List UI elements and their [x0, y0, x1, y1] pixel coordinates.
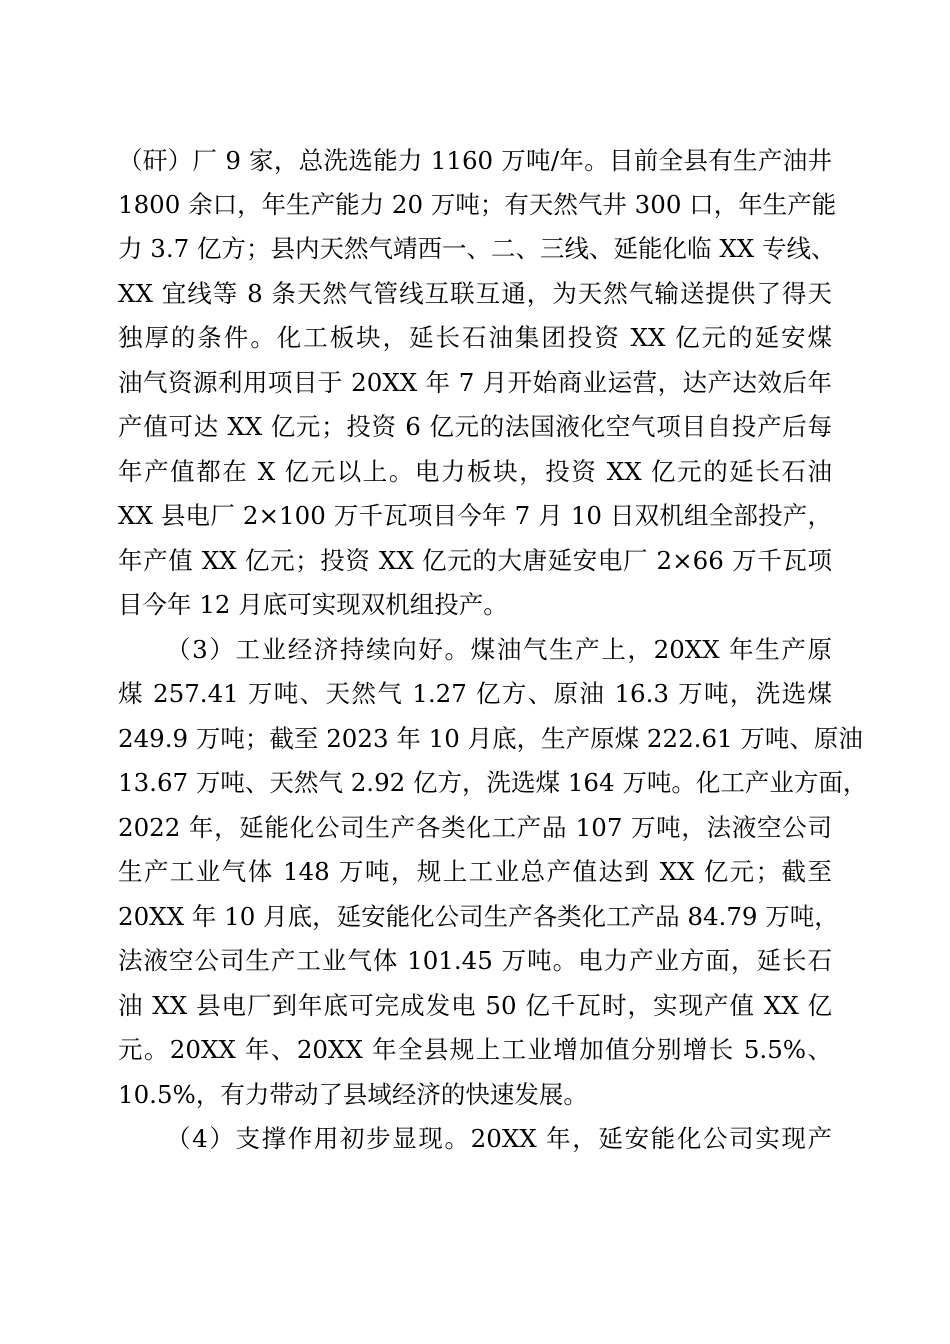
- text-line: 249.9 万吨；截至 2023 年 10 月底，生产原煤 222.61 万吨、原油: [118, 724, 863, 753]
- text-line: 独厚的条件。化工板块，延长石油集团投资 XX 亿元的延安煤: [118, 323, 832, 352]
- text-line: 产值可达 XX 亿元；投资 6 亿元的法国液化空气项目自投产后每: [118, 412, 832, 441]
- text-line: XX 宜线等 8 条天然气管线互联互通，为天然气输送提供了得天: [118, 279, 832, 308]
- text-line: 2022 年，延能化公司生产各类化工产品 107 万吨，法液空公司: [118, 813, 832, 842]
- text-line: 油 XX 县电厂到年底可完成发电 50 亿千瓦时，实现产值 XX 亿: [118, 991, 832, 1020]
- text-line: 目今年 12 月底可实现双机组投产。: [118, 590, 508, 619]
- text-line: 年产值都在 X 亿元以上。电力板块，投资 XX 亿元的延长石油: [118, 457, 832, 486]
- text-line: 生产工业气体 148 万吨，规上工业总产值达到 XX 亿元；截至: [118, 857, 832, 886]
- text-line: 煤 257.41 万吨、天然气 1.27 亿方、原油 16.3 万吨，洗选煤: [118, 679, 832, 708]
- text-line: （矸）厂 9 家，总洗选能力 1160 万吨/年。目前全县有生产油井: [118, 146, 832, 175]
- text-line: XX 县电厂 2×100 万千瓦项目今年 7 月 10 日双机组全部投产，: [118, 501, 832, 530]
- text-line: 年产值 XX 亿元；投资 XX 亿元的大唐延安电厂 2×66 万千瓦项: [118, 546, 832, 575]
- text-line: 13.67 万吨、天然气 2.92 亿方，洗选煤 164 万吨。化工产业方面，: [118, 768, 868, 797]
- text-line: 1800 余口，年生产能力 20 万吨；有天然气井 300 口，年生产能: [118, 190, 837, 219]
- text-line: 油气资源利用项目于 20XX 年 7 月开始商业运营，达产达效后年: [118, 368, 832, 397]
- text-line: 10.5%，有力带动了县域经济的快速发展。: [118, 1080, 588, 1109]
- text-line: 20XX 年 10 月底，延安能化公司生产各类化工产品 84.79 万吨，: [118, 902, 839, 931]
- paragraph-heading-line: （4）支撑作用初步显现。20XX 年，延安能化公司实现产: [166, 1124, 832, 1153]
- text-line: 元。20XX 年、20XX 年全县规上工业增加值分别增长 5.5%、: [118, 1035, 832, 1064]
- text-line: 法液空公司生产工业气体 101.45 万吨。电力产业方面，延长石: [118, 946, 832, 975]
- paragraph-heading-line: （3）工业经济持续向好。煤油气生产上，20XX 年生产原: [166, 635, 832, 664]
- text-line: 力 3.7 亿方；县内天然气靖西一、二、三线、延能化临 XX 专线、: [118, 234, 836, 263]
